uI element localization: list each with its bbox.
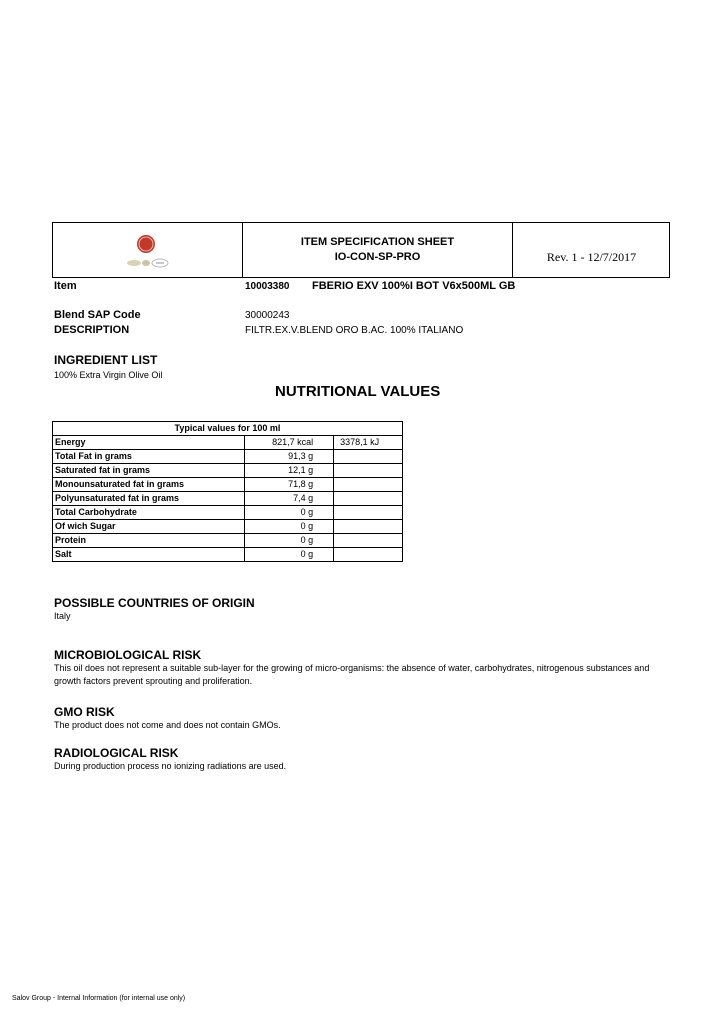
item-name: FBERIO EXV 100%I BOT V6x500ML GB [312, 280, 516, 292]
gmo-text: The product does not come and does not contain GMOs. [54, 720, 281, 730]
nutrient-name: Total Fat in grams [53, 450, 245, 464]
blend-label: Blend SAP Code [54, 309, 141, 321]
nutrient-value: 7,4 g [245, 492, 334, 506]
nutrient-name: Protein [53, 534, 245, 548]
table-row [53, 492, 403, 506]
nutrient-value: 12,1 g [245, 464, 334, 478]
nutrient-value-alt [334, 506, 403, 520]
nutrition-table-header [53, 422, 403, 436]
micro-heading: MICROBIOLOGICAL RISK [54, 648, 202, 662]
footer-note: Salov Group - Internal Information (for internal use only) [12, 995, 186, 1002]
ingredients-text: 100% Extra Virgin Olive Oil [54, 370, 163, 380]
nutrient-value-alt [334, 464, 403, 478]
logo-cell [53, 223, 243, 277]
radio-text: During production process no ionizing radiations are used. [54, 761, 287, 771]
table-row [53, 520, 403, 534]
nutrient-name: Of wich Sugar [53, 520, 245, 534]
gmo-heading: GMO RISK [54, 705, 115, 719]
revision-cell [513, 223, 670, 277]
table-row [53, 464, 403, 478]
nutrient-name: Salt [53, 548, 245, 562]
salov-logo-icon [126, 232, 172, 270]
origin-text: Italy [54, 611, 71, 621]
nutrition-table-header-cell: Typical values for 100 ml [53, 422, 403, 436]
nutrient-name: Total Carbohydrate [53, 506, 245, 520]
nutrient-name: Saturated fat in grams [53, 464, 245, 478]
table-row [53, 548, 403, 562]
item-label: Item [54, 280, 77, 292]
nutrient-value-alt [334, 520, 403, 534]
revision-text: Rev. 1 - 12/7/2017 [546, 250, 637, 264]
item-number: 10003380 [245, 281, 290, 292]
nutrient-value: 0 g [245, 506, 334, 520]
sheet-code: IO-CON-SP-PRO [334, 251, 421, 263]
description-label: DESCRIPTION [54, 324, 130, 336]
nutrient-value-alt [334, 548, 403, 562]
nutrient-value-alt [334, 534, 403, 548]
nutrient-value: 821,7 kcal [245, 436, 334, 450]
nutrient-value: 0 g [245, 520, 334, 534]
nutrient-value-alt [334, 450, 403, 464]
header-box [52, 222, 670, 278]
origin-heading: POSSIBLE COUNTRIES OF ORIGIN [54, 596, 255, 610]
description-value: FILTR.EX.V.BLEND ORO B.AC. 100% ITALIANO [245, 325, 464, 336]
nutrient-name: Polyunsaturated fat in grams [53, 492, 245, 506]
table-row [53, 534, 403, 548]
nutrient-value: 91,3 g [245, 450, 334, 464]
nutrient-name: Monounsaturated fat in grams [53, 478, 245, 492]
title-cell [243, 223, 513, 277]
nutrient-value-alt [334, 478, 403, 492]
table-row [53, 506, 403, 520]
nutrient-value-alt: 3378,1 kJ [334, 436, 403, 450]
nutrient-value: 71,8 g [245, 478, 334, 492]
nutrient-value: 0 g [245, 534, 334, 548]
sheet-title: ITEM SPECIFICATION SHEET [300, 236, 455, 248]
nutrition-heading: NUTRITIONAL VALUES [275, 383, 441, 400]
ingredients-heading: INGREDIENT LIST [54, 353, 158, 367]
nutrient-value: 0 g [245, 548, 334, 562]
blend-value: 30000243 [245, 310, 290, 321]
table-row [53, 450, 403, 464]
table-row [53, 436, 403, 450]
radio-heading: RADIOLOGICAL RISK [54, 746, 179, 760]
nutrition-table [52, 421, 403, 562]
nutrient-name: Energy [53, 436, 245, 450]
micro-text: This oil does not represent a suitable sub-layer for the growing of micro-organisms: the absence of water, carbohydrates, nitrogenous substances and growth factors prevent sprouting and proliferation. [54, 663, 650, 686]
table-row [53, 478, 403, 492]
nutrient-value-alt [334, 492, 403, 506]
